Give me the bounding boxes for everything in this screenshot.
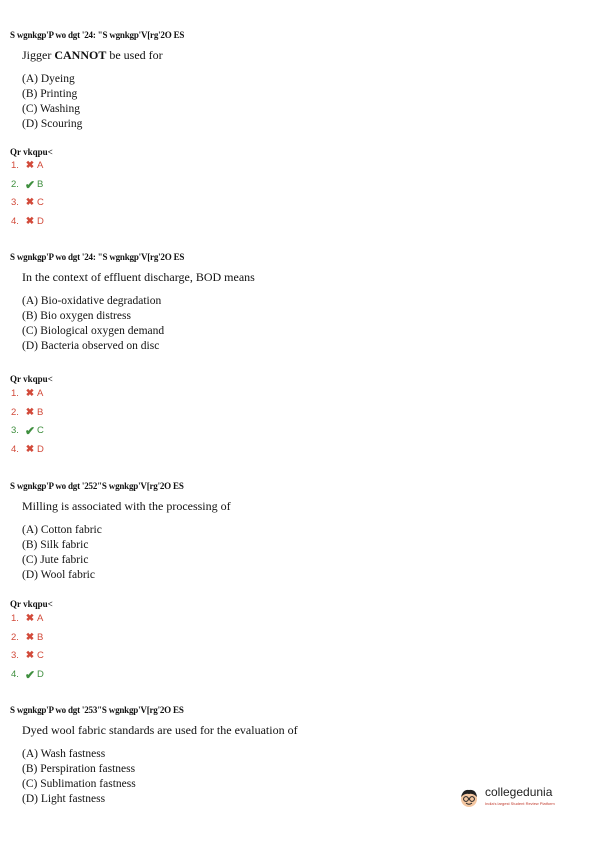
question-text-post: be used for	[106, 48, 163, 62]
cross-icon: ✖	[25, 406, 35, 418]
option-a: (A) Cotton fabric	[22, 524, 102, 536]
choice-3	[11, 422, 44, 441]
question-header: S wgnkgp'P wo dgt '24: "S wgnkgp'V[rg'2O ES	[10, 252, 185, 262]
choice-letter: A	[37, 388, 44, 399]
question-text	[22, 723, 298, 738]
choice-1	[11, 610, 44, 629]
logo-text	[485, 787, 555, 809]
answers-header: Qr vkqpu<	[10, 599, 53, 609]
choice-number: 4.	[11, 668, 19, 680]
option-a: (A) Bio-oxidative degradation	[22, 295, 162, 307]
option-b: (B) Printing	[22, 88, 78, 100]
cross-icon: ✖	[25, 443, 35, 455]
question-text-bold: CANNOT	[54, 48, 107, 62]
choice-4	[11, 213, 44, 232]
choice-letter: D	[37, 443, 44, 455]
option-c: (C) Jute fabric	[22, 554, 89, 566]
choice-1	[11, 385, 44, 404]
choice-letter: C	[37, 650, 44, 661]
option-c: (C) Washing	[22, 103, 80, 115]
answer-choices	[11, 610, 44, 684]
question-text-pre: Jigger	[22, 48, 55, 62]
option-a: (A) Wash fastness	[22, 748, 106, 760]
collegedunia-logo	[459, 785, 579, 811]
answers-header: Qr vkqpu<	[10, 147, 53, 157]
question-header: S wgnkgp'P wo dgt '24: "S wgnkgp'V[rg'2O ES	[10, 30, 185, 40]
choice-letter: A	[37, 160, 44, 171]
cross-icon: ✖	[25, 197, 35, 208]
logo-name: collegedunia	[485, 785, 553, 799]
question-text-pre: Dyed wool fabric standards are used for the evaluation of	[22, 723, 298, 737]
choice-letter: D	[37, 215, 44, 227]
choice-number: 2.	[11, 631, 19, 643]
option-a: (A) Dyeing	[22, 73, 75, 85]
answer-choices	[11, 157, 44, 231]
cross-icon: ✖	[25, 388, 35, 399]
choice-3	[11, 194, 44, 213]
question-text-pre: Milling is associated with the processing of	[22, 499, 231, 513]
option-c: (C) Biological oxygen demand	[22, 325, 165, 337]
option-d: (D) Bacteria observed on disc	[22, 340, 160, 352]
check-icon: ✔	[24, 667, 36, 682]
answer-choices	[11, 385, 44, 459]
choice-number: 2.	[11, 406, 19, 418]
cross-icon: ✖	[25, 650, 35, 661]
option-b: (B) Bio oxygen distress	[22, 310, 131, 322]
check-icon: ✔	[24, 424, 36, 438]
choice-letter: B	[37, 631, 44, 643]
option-b: (B) Perspiration fastness	[22, 763, 136, 775]
choice-number: 1.	[11, 160, 19, 171]
choice-letter: A	[37, 613, 44, 624]
choice-number: 3.	[11, 197, 19, 208]
choice-2	[11, 629, 44, 648]
answers-header: Qr vkqpu<	[10, 374, 53, 384]
options-list	[22, 747, 136, 807]
choice-number: 2.	[11, 178, 19, 190]
options-list	[22, 523, 102, 583]
cross-icon: ✖	[25, 215, 35, 227]
choice-number: 3.	[11, 650, 19, 661]
choice-2	[11, 404, 44, 423]
question-header: S wgnkgp'P wo dgt '253"S wgnkgp'V[rg'2O ES	[10, 705, 184, 715]
option-b: (B) Silk fabric	[22, 539, 89, 551]
option-d: (D) Light fastness	[22, 793, 106, 805]
choice-number: 3.	[11, 425, 19, 436]
choice-3	[11, 647, 44, 666]
question-text	[22, 48, 163, 63]
choice-number: 4.	[11, 443, 19, 455]
student-face-icon	[459, 788, 479, 808]
option-c: (C) Sublimation fastness	[22, 778, 136, 790]
question-header: S wgnkgp'P wo dgt '252"S wgnkgp'V[rg'2O ES	[10, 481, 184, 491]
question-text	[22, 270, 255, 285]
choice-number: 1.	[11, 613, 19, 624]
choice-4	[11, 441, 44, 460]
choice-letter: C	[37, 197, 44, 208]
question-text	[22, 499, 231, 514]
check-icon: ✔	[24, 177, 36, 192]
options-list	[22, 294, 164, 354]
cross-icon: ✖	[25, 613, 35, 624]
choice-letter: B	[37, 178, 44, 190]
choice-letter: D	[37, 668, 44, 680]
choice-letter: B	[37, 406, 44, 418]
choice-2	[11, 176, 44, 195]
option-d: (D) Wool fabric	[22, 569, 95, 581]
logo-tagline: India's largest Student Review Platform	[485, 801, 555, 806]
question-text-pre: In the context of effluent discharge, BOD means	[22, 270, 255, 284]
cross-icon: ✖	[25, 160, 35, 171]
choice-4	[11, 666, 44, 685]
option-d: (D) Scouring	[22, 118, 83, 130]
choice-number: 1.	[11, 388, 19, 399]
choice-1	[11, 157, 44, 176]
options-list	[22, 72, 82, 132]
choice-number: 4.	[11, 215, 19, 227]
cross-icon: ✖	[25, 631, 35, 643]
choice-letter: C	[37, 425, 44, 436]
